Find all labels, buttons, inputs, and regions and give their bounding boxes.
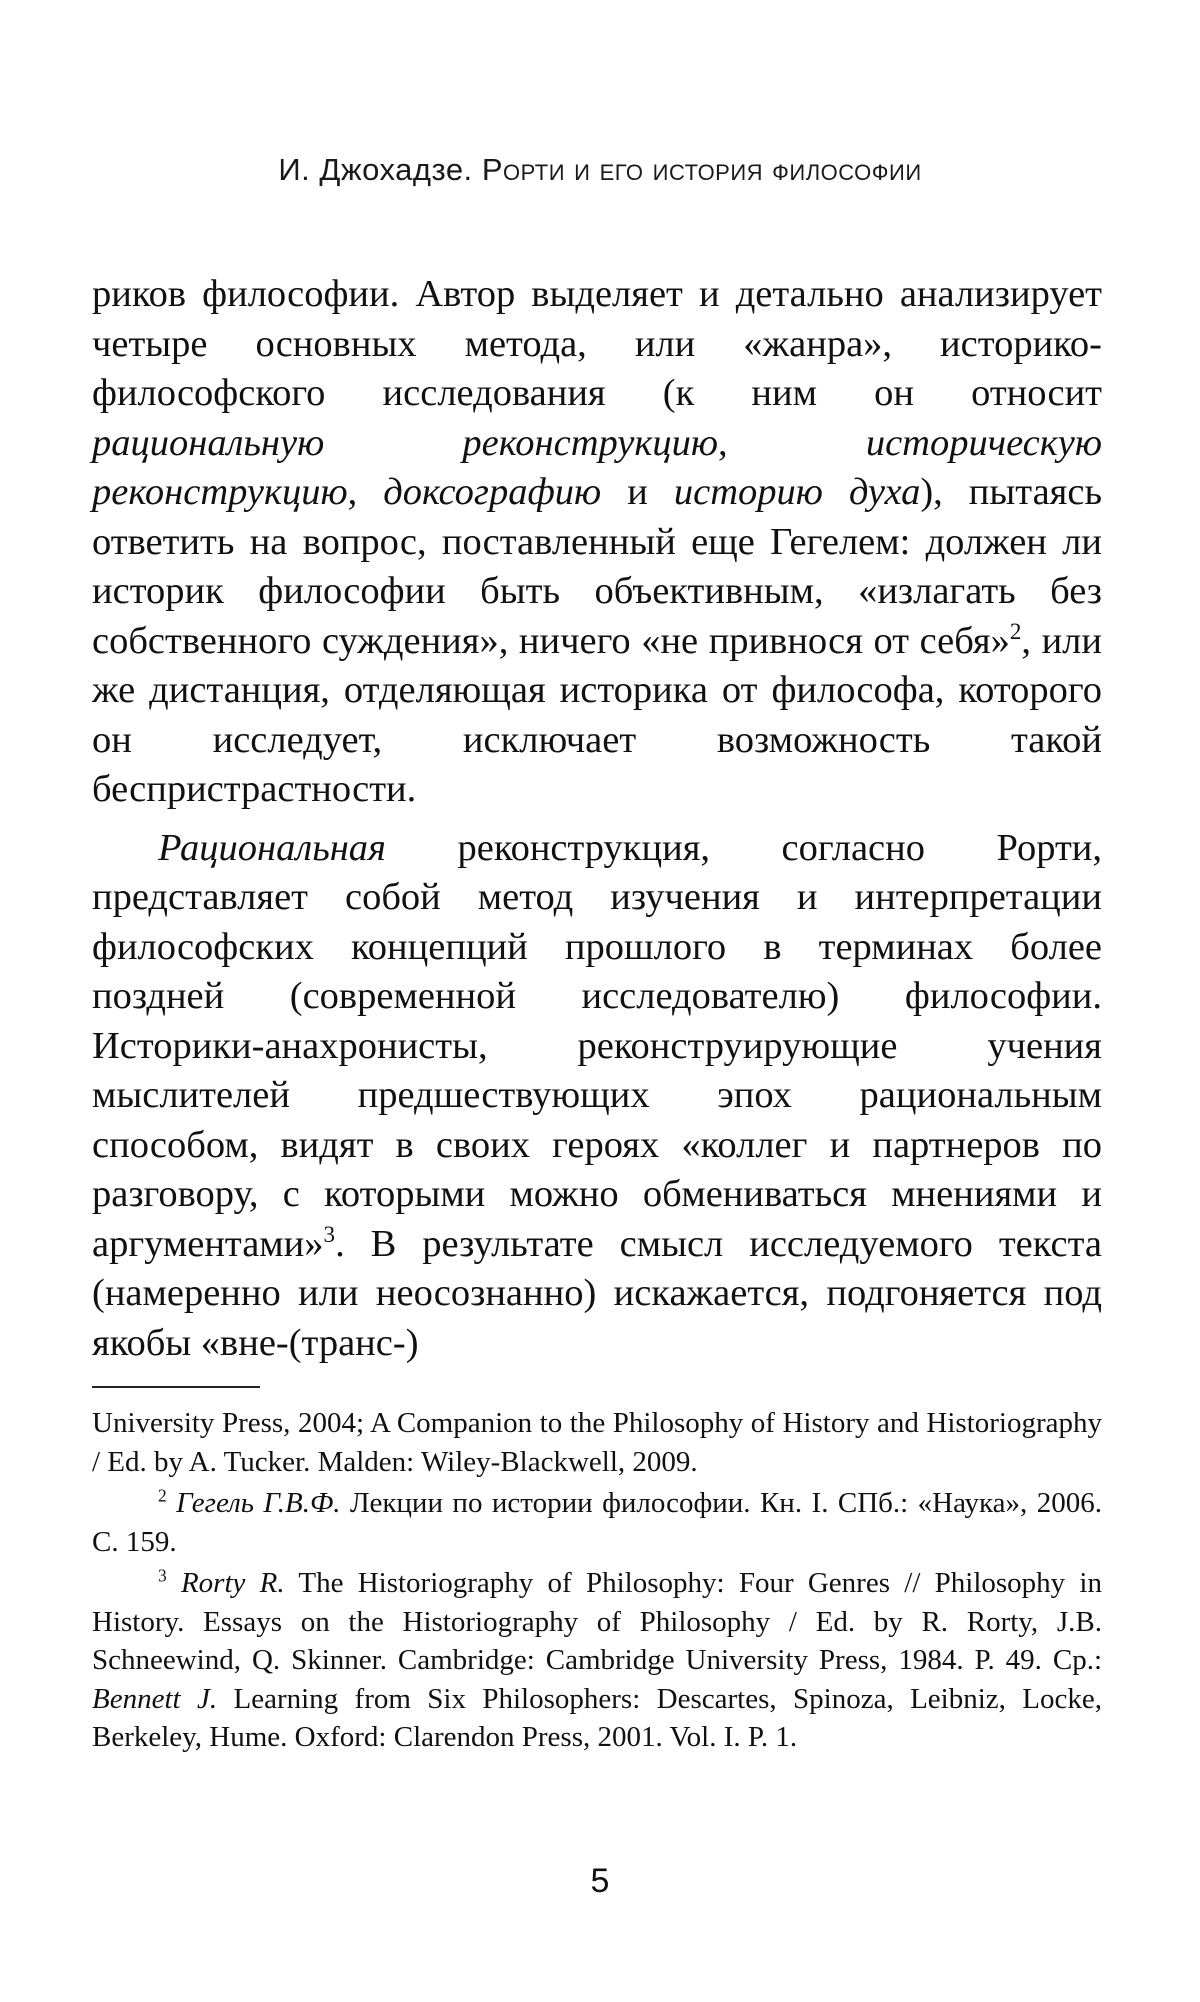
italic-term: историческую реконструкцию — [92, 421, 1102, 513]
footnote-text: Лекции по истории философии. Кн. I. СПб.: «Наука», 2006. С. 159. — [92, 1487, 1103, 1558]
italic-term: рациональную реконструкцию — [92, 421, 719, 464]
footnote-continuation: University Press, 2004; A Companion to the Philosophy of History and Historiography / Ed. by A. Tucker. Malden: Wiley-Blackwell, 2009. — [92, 1407, 1102, 1478]
footnote-text: Learning from Six Philosophers: Descartes, Spinoza, Leibniz, Locke, Berkeley, Hume. Oxford: Clarendon Press, 2001. Vol. I. P. 1. — [92, 1682, 1102, 1753]
text-span: . В результате смысл исследуемого текста (намеренно или неосознанно) искажается, подгоняется под якобы «вне-(транс-) — [92, 1222, 1102, 1364]
text-span: ), пытаясь ответить на вопрос, поставленный еще Гегелем: должен ли историк философии быть объективным, «излагать без собственного суждения», ничего «не привнося от себя» — [92, 471, 1103, 662]
main-text — [92, 270, 1102, 1368]
footnote-author: Rorty R. — [180, 1567, 285, 1599]
text-span: , — [347, 471, 384, 513]
text-span: , или же дистанция, отделяющая историка от философа, которого он исследует, исключает возможность такой беспристрастности. — [92, 619, 1103, 810]
italic-term: историю духа — [673, 471, 921, 513]
running-head-title: Рорти и его история философии — [481, 152, 922, 187]
footnotes — [92, 1404, 1102, 1757]
running-head-author: И. Джохадзе. — [278, 152, 473, 187]
paragraph-2 — [92, 824, 1102, 1369]
footnote-marker: 2 — [158, 1485, 167, 1506]
footnote-ref-2: 2 — [1009, 617, 1022, 644]
italic-term: Рациональная — [158, 826, 386, 869]
footnote-author: Гегель Г.В.Ф. — [176, 1487, 341, 1519]
page-number: 5 — [590, 1862, 610, 1900]
running-head — [0, 152, 1200, 188]
footnote-2 — [92, 1484, 1102, 1561]
paragraph-1 — [92, 270, 1102, 815]
text-span: и — [601, 471, 674, 513]
footnote-text: The Historiography of Philosophy: Four Genres // Philosophy in History. Essays on the Historiography of Philosophy / Ed. by R. Rorty, J.B. Schneewind, Q. Skinner. Cambridge: Cambridge University Press, 1984. P. 49. Ср.: — [92, 1567, 1102, 1676]
italic-term: доксографию — [383, 471, 602, 513]
text-span: реконструкция, согласно Рорти, представляет собой метод изучения и интерпретации философских концепций прошлого в терминах более поздней (современной исследователю) философии. Историки-анахронисты, реконструирующие учения мыслителей предшествующих эпох рациональным способом, видят в своих героях «коллег и партнеров по разговору, с которыми можно обмениваться мнениями и аргументами» — [92, 826, 1102, 1265]
text-span: риков философии. Автор выделяет и детально анализирует четыре основных метода, или «жанра», историко-философского исследования (к ним он относит — [92, 273, 1102, 414]
footnote-author: Bennett J. — [92, 1682, 218, 1715]
footnote-3 — [92, 1564, 1102, 1757]
footnote-marker: 3 — [158, 1565, 167, 1586]
text-span: , — [718, 421, 866, 464]
footnote-ref-3: 3 — [323, 1220, 336, 1247]
footnote-separator — [92, 1386, 260, 1388]
